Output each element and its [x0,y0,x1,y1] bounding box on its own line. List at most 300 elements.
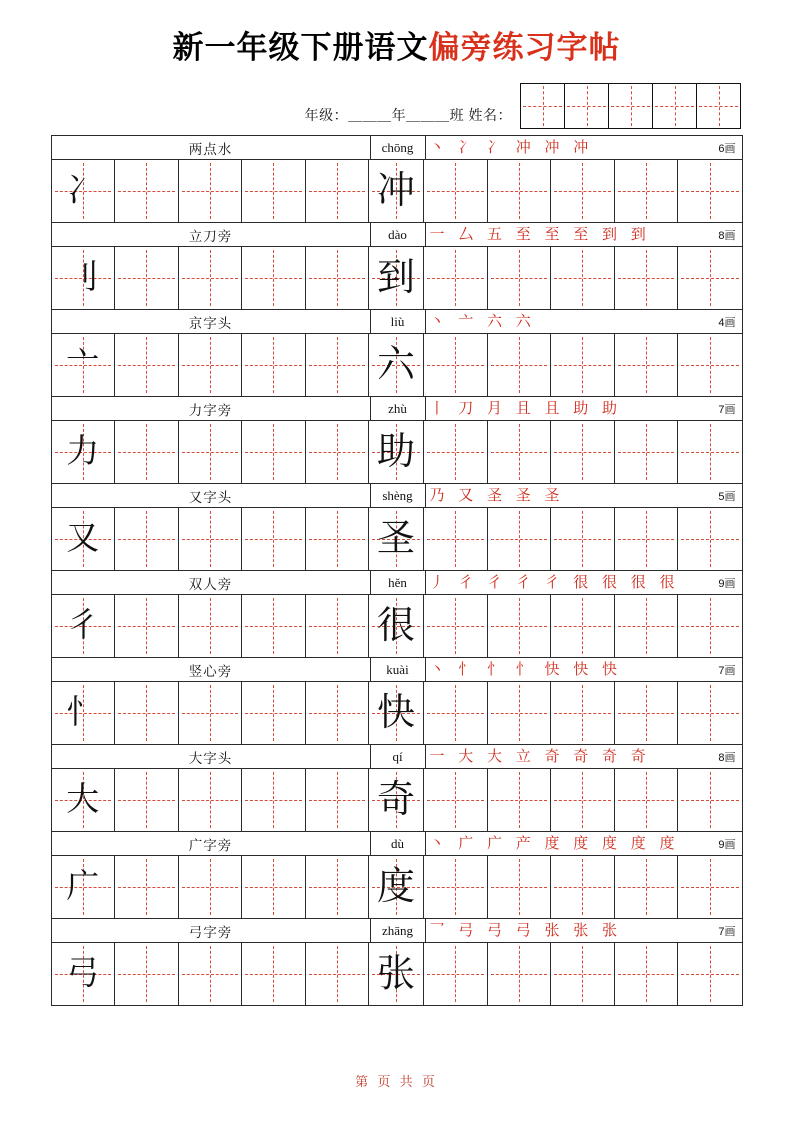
guide-hline [681,887,739,888]
page-footer: 第 页 共 页 [355,1074,438,1089]
stroke-order-cell [426,919,742,942]
character-glyph: 助 [376,431,415,473]
radical-name-cell [52,223,371,246]
name-box-cell[interactable] [697,84,741,128]
pinyin-label: chōng [371,136,426,159]
blank-practice-cell[interactable] [424,595,488,657]
guide-hline [681,974,739,975]
stroke-order-cell [426,136,742,159]
guide-hline [681,713,739,714]
row-header [52,136,742,160]
blank-practice-cell[interactable] [615,334,679,396]
blank-practice-cell[interactable] [615,247,679,309]
blank-practice-cell[interactable] [678,421,742,483]
stroke-order-sequence: 丶 亠 六 六 [429,313,536,330]
blank-practice-cell[interactable] [242,334,306,396]
blank-practice-cell[interactable] [424,160,488,222]
guide-hline [427,887,484,888]
guide-hline [182,626,239,627]
radical-model-cell[interactable] [52,160,116,222]
stroke-count-label: 4画 [718,316,736,329]
guide-hline [491,626,548,627]
stroke-order-sequence: 丨 刀 月 且 且 助 助 [429,400,623,417]
pinyin-label: dào [371,223,426,246]
blank-practice-cell[interactable] [551,421,615,483]
guide-hline [491,713,548,714]
blank-practice-cell[interactable] [115,682,179,744]
character-model-cell[interactable] [369,421,424,483]
blank-practice-cell[interactable] [306,856,370,918]
guide-hline [309,452,366,453]
guide-hline [681,452,739,453]
guide-hline [427,365,484,366]
radical-name-cell [52,484,371,507]
blank-practice-cell[interactable] [242,682,306,744]
practice-row-group [52,658,742,745]
title-red-part: 偏旁练习字帖 [428,30,621,65]
character-glyph: 六 [376,344,415,386]
blank-practice-cell[interactable] [306,421,370,483]
blank-practice-cell[interactable] [115,595,179,657]
writing-row [52,682,742,744]
guide-hline [681,278,739,279]
guide-hline [491,887,548,888]
stroke-order-cell [426,484,742,507]
guide-hline [618,539,675,540]
blank-practice-cell[interactable] [179,856,243,918]
character-glyph: 到 [376,257,415,299]
guide-hline [554,365,611,366]
radical-glyph: 大 [66,781,100,818]
blank-practice-cell[interactable] [615,595,679,657]
radical-name-label: 京字头 [188,315,233,331]
radical-glyph: 刂 [66,259,100,296]
guide-hline [554,800,611,801]
character-model-cell[interactable] [369,682,424,744]
radical-name-cell [52,397,371,420]
blank-practice-cell[interactable] [306,943,370,1005]
blank-practice-cell[interactable] [678,247,742,309]
guide-hline [681,626,739,627]
writing-row [52,160,742,222]
guide-hline [182,800,239,801]
stroke-order-sequence: 一 厶 五 至 至 至 到 到 [429,226,651,243]
blank-practice-cell[interactable] [115,247,179,309]
blank-practice-cell[interactable] [179,247,243,309]
blank-practice-cell[interactable] [488,508,552,570]
row-header [52,223,742,247]
guide-hline [245,278,302,279]
guide-hline [618,626,675,627]
guide-hline [427,452,484,453]
pinyin-label: qí [371,745,426,768]
stroke-count-label: 8画 [718,229,736,242]
practice-row-group [52,484,742,571]
practice-row-group [52,136,742,223]
guide-hline [118,365,175,366]
blank-practice-cell[interactable] [179,421,243,483]
blank-practice-cell[interactable] [242,247,306,309]
radical-name-cell [52,745,371,768]
stroke-order-sequence: 丶 忄 忄 忄 快 快 快 [429,661,623,678]
blank-practice-cell[interactable] [615,943,679,1005]
writing-row [52,421,742,483]
writing-row [52,856,742,918]
blank-practice-cell[interactable] [424,943,488,1005]
radical-glyph: 亠 [66,346,100,383]
blank-practice-cell[interactable] [424,247,488,309]
blank-practice-cell[interactable] [242,856,306,918]
guide-hline [309,800,366,801]
blank-practice-cell[interactable] [488,856,552,918]
stroke-order-cell [426,310,742,333]
writing-row [52,943,742,1005]
blank-practice-cell[interactable] [242,595,306,657]
blank-practice-cell[interactable] [424,508,488,570]
name-box-cell[interactable] [521,84,565,128]
stroke-order-sequence: 乃 又 圣 圣 圣 [429,487,565,504]
practice-row-group [52,310,742,397]
blank-practice-cell[interactable] [242,160,306,222]
radical-name-cell [52,832,371,855]
writing-row [52,247,742,309]
blank-practice-cell[interactable] [615,769,679,831]
blank-practice-cell[interactable] [306,682,370,744]
blank-practice-cell[interactable] [551,769,615,831]
blank-practice-cell[interactable] [551,595,615,657]
character-model-cell[interactable] [369,595,424,657]
blank-practice-cell[interactable] [678,334,742,396]
character-model-cell[interactable] [369,247,424,309]
guide-hline [618,452,675,453]
blank-practice-cell[interactable] [678,508,742,570]
character-glyph: 冲 [376,170,415,212]
blank-practice-cell[interactable] [678,769,742,831]
pinyin-label: shèng [371,484,426,507]
radical-name-label: 竖心旁 [188,663,233,679]
guide-hline [427,278,484,279]
stroke-count-label: 5画 [718,490,736,503]
title-text [173,22,621,67]
radical-model-cell[interactable] [52,943,116,1005]
guide-hline [245,365,302,366]
stroke-count-label: 7画 [718,925,736,938]
blank-practice-cell[interactable] [488,943,552,1005]
blank-practice-cell[interactable] [115,334,179,396]
stroke-order-cell [426,745,742,768]
blank-practice-cell[interactable] [615,421,679,483]
title-black-part: 新一年级下册语文 [172,30,429,65]
character-model-cell[interactable] [369,160,424,222]
pinyin-label: hěn [371,571,426,594]
guide-hline [309,887,366,888]
radical-name-label: 又字头 [188,489,233,505]
guide-hline [491,278,548,279]
stroke-order-sequence: 丶 冫 冫 冲 冲 冲 [429,139,594,156]
blank-practice-cell[interactable] [678,856,742,918]
stroke-order-cell [426,832,742,855]
radical-model-cell[interactable] [52,334,116,396]
guide-hline [118,191,175,192]
row-header [52,310,742,334]
blank-practice-cell[interactable] [424,856,488,918]
guide-hline [427,626,484,627]
guide-hline [554,887,611,888]
character-model-cell[interactable] [369,334,424,396]
guide-hline [245,452,302,453]
blank-practice-cell[interactable] [678,943,742,1005]
blank-practice-cell[interactable] [179,508,243,570]
practice-row-group [52,223,742,310]
guide-hline [245,191,302,192]
blank-practice-cell[interactable] [242,943,306,1005]
blank-practice-cell[interactable] [678,595,742,657]
student-info-label: 年级：＿＿＿年＿＿＿班 姓名： [304,107,512,123]
blank-practice-cell[interactable] [115,769,179,831]
blank-practice-cell[interactable] [306,247,370,309]
guide-hline [182,887,239,888]
pinyin-label: kuài [371,658,426,681]
radical-name-label: 双人旁 [188,576,233,592]
radical-model-cell[interactable] [52,421,116,483]
writing-row [52,769,742,831]
blank-practice-cell[interactable] [179,160,243,222]
blank-practice-cell[interactable] [179,334,243,396]
pinyin-label: liù [371,310,426,333]
practice-row-group [52,919,742,1006]
blank-practice-cell[interactable] [306,769,370,831]
row-header [52,658,742,682]
guide-hline [554,278,611,279]
row-header [52,397,742,421]
row-header [52,919,742,943]
guide-hline [309,365,366,366]
guide-hline [118,887,175,888]
blank-practice-cell[interactable] [488,247,552,309]
guide-hline [182,974,239,975]
blank-practice-cell[interactable] [242,421,306,483]
pinyin-label: dù [371,832,426,855]
radical-glyph: 冫 [66,172,100,209]
guide-hline [618,278,675,279]
blank-practice-cell[interactable] [424,334,488,396]
blank-practice-cell[interactable] [678,160,742,222]
stroke-count-label: 9画 [718,577,736,590]
character-glyph: 奇 [376,779,415,821]
radical-name-label: 两点水 [188,141,233,157]
stroke-order-sequence: 丶 广 广 产 度 度 度 度 度 [429,835,680,852]
row-header [52,832,742,856]
character-glyph: 张 [376,953,415,995]
stroke-count-label: 8画 [718,751,736,764]
name-box-cell[interactable] [653,84,697,128]
blank-practice-cell[interactable] [488,334,552,396]
practice-row-group [52,571,742,658]
guide-hline [182,278,239,279]
blank-practice-cell[interactable] [115,160,179,222]
blank-practice-cell[interactable] [115,508,179,570]
blank-practice-cell[interactable] [551,682,615,744]
guide-hline [182,191,239,192]
writing-row [52,334,742,396]
guide-hline [427,974,484,975]
blank-practice-cell[interactable] [306,508,370,570]
guide-hline [182,452,239,453]
guide-hline [618,713,675,714]
stroke-order-sequence: 丿 彳 彳 彳 彳 很 很 很 很 [429,574,680,591]
guide-hline [554,191,611,192]
stroke-count-label: 7画 [718,403,736,416]
guide-hline [491,191,548,192]
guide-hline [681,191,739,192]
guide-hline [681,365,739,366]
radical-glyph: 广 [66,868,100,905]
stroke-order-sequence: 一 大 大 立 奇 奇 奇 奇 [429,748,651,765]
guide-hline [618,887,675,888]
guide-hline [309,713,366,714]
practice-table [51,135,743,1006]
guide-hline [118,974,175,975]
blank-practice-cell[interactable] [242,769,306,831]
guide-hline [491,539,548,540]
blank-practice-cell[interactable] [115,421,179,483]
guide-hline [245,713,302,714]
blank-practice-cell[interactable] [115,943,179,1005]
guide-hline [618,365,675,366]
guide-hline [245,800,302,801]
blank-practice-cell[interactable] [551,334,615,396]
guide-hline [245,539,302,540]
row-header [52,484,742,508]
guide-hline [118,539,175,540]
guide-hline [681,539,739,540]
stroke-order-cell [426,223,742,246]
radical-model-cell[interactable] [52,856,116,918]
guide-hline [309,539,366,540]
radical-name-cell [52,136,371,159]
blank-practice-cell[interactable] [488,595,552,657]
blank-practice-cell[interactable] [615,160,679,222]
blank-practice-cell[interactable] [179,595,243,657]
radical-name-cell [52,310,371,333]
blank-practice-cell[interactable] [615,508,679,570]
guide-hline [309,974,366,975]
stroke-order-cell [426,658,742,681]
radical-glyph: 忄 [66,694,100,731]
radical-model-cell[interactable] [52,682,116,744]
radical-name-label: 立刀旁 [188,228,233,244]
radical-name-label: 力字旁 [188,402,233,418]
guide-hline [118,713,175,714]
radical-glyph: 弓 [66,955,100,992]
radical-glyph: 又 [66,520,100,557]
guide-hline [554,452,611,453]
guide-hline [309,626,366,627]
character-model-cell[interactable] [369,943,424,1005]
character-model-cell[interactable] [369,856,424,918]
name-box-cell[interactable] [609,84,653,128]
radical-name-label: 大字头 [188,750,233,766]
blank-practice-cell[interactable] [615,682,679,744]
blank-practice-cell[interactable] [551,247,615,309]
blank-practice-cell[interactable] [179,682,243,744]
character-glyph: 度 [376,866,415,908]
student-info-row [0,83,793,129]
blank-practice-cell[interactable] [424,421,488,483]
guide-hline [491,974,548,975]
radical-model-cell[interactable] [52,247,116,309]
blank-practice-cell[interactable] [306,334,370,396]
name-box-cell[interactable] [565,84,609,128]
row-header [52,571,742,595]
guide-hline [245,887,302,888]
guide-hline [427,713,484,714]
writing-row [52,508,742,570]
blank-practice-cell[interactable] [551,508,615,570]
character-glyph: 快 [376,692,415,734]
character-model-cell[interactable] [369,508,424,570]
blank-practice-cell[interactable] [242,508,306,570]
radical-glyph: 彳 [66,607,100,644]
guide-hline [491,365,548,366]
guide-hline [554,713,611,714]
stroke-count-label: 7画 [718,664,736,677]
radical-model-cell[interactable] [52,595,116,657]
blank-practice-cell[interactable] [488,769,552,831]
radical-name-cell [52,919,371,942]
character-glyph: 很 [376,605,415,647]
blank-practice-cell[interactable] [115,856,179,918]
blank-practice-cell[interactable] [488,682,552,744]
blank-practice-cell[interactable] [306,160,370,222]
blank-practice-cell[interactable] [179,769,243,831]
page-title [0,0,793,67]
guide-hline [681,800,739,801]
pinyin-label: zhāng [371,919,426,942]
blank-practice-cell[interactable] [678,682,742,744]
blank-practice-cell[interactable] [179,943,243,1005]
guide-hline [118,800,175,801]
radical-model-cell[interactable] [52,508,116,570]
radical-model-cell[interactable] [52,769,116,831]
guide-hline [554,974,611,975]
blank-practice-cell[interactable] [615,856,679,918]
blank-practice-cell[interactable] [551,856,615,918]
row-header [52,745,742,769]
blank-practice-cell[interactable] [424,769,488,831]
guide-hline [245,974,302,975]
guide-hline [309,191,366,192]
blank-practice-cell[interactable] [424,682,488,744]
guide-hline [182,539,239,540]
radical-name-label: 弓字旁 [188,924,233,940]
name-writing-boxes[interactable] [520,83,741,129]
radical-glyph: 力 [66,433,100,470]
blank-practice-cell[interactable] [551,160,615,222]
blank-practice-cell[interactable] [488,421,552,483]
guide-hline [118,452,175,453]
character-glyph: 圣 [376,518,415,560]
writing-row [52,595,742,657]
practice-row-group [52,397,742,484]
blank-practice-cell[interactable] [306,595,370,657]
blank-practice-cell[interactable] [551,943,615,1005]
stroke-order-cell [426,571,742,594]
guide-hline [427,191,484,192]
blank-practice-cell[interactable] [488,160,552,222]
guide-hline [618,974,675,975]
character-model-cell[interactable] [369,769,424,831]
